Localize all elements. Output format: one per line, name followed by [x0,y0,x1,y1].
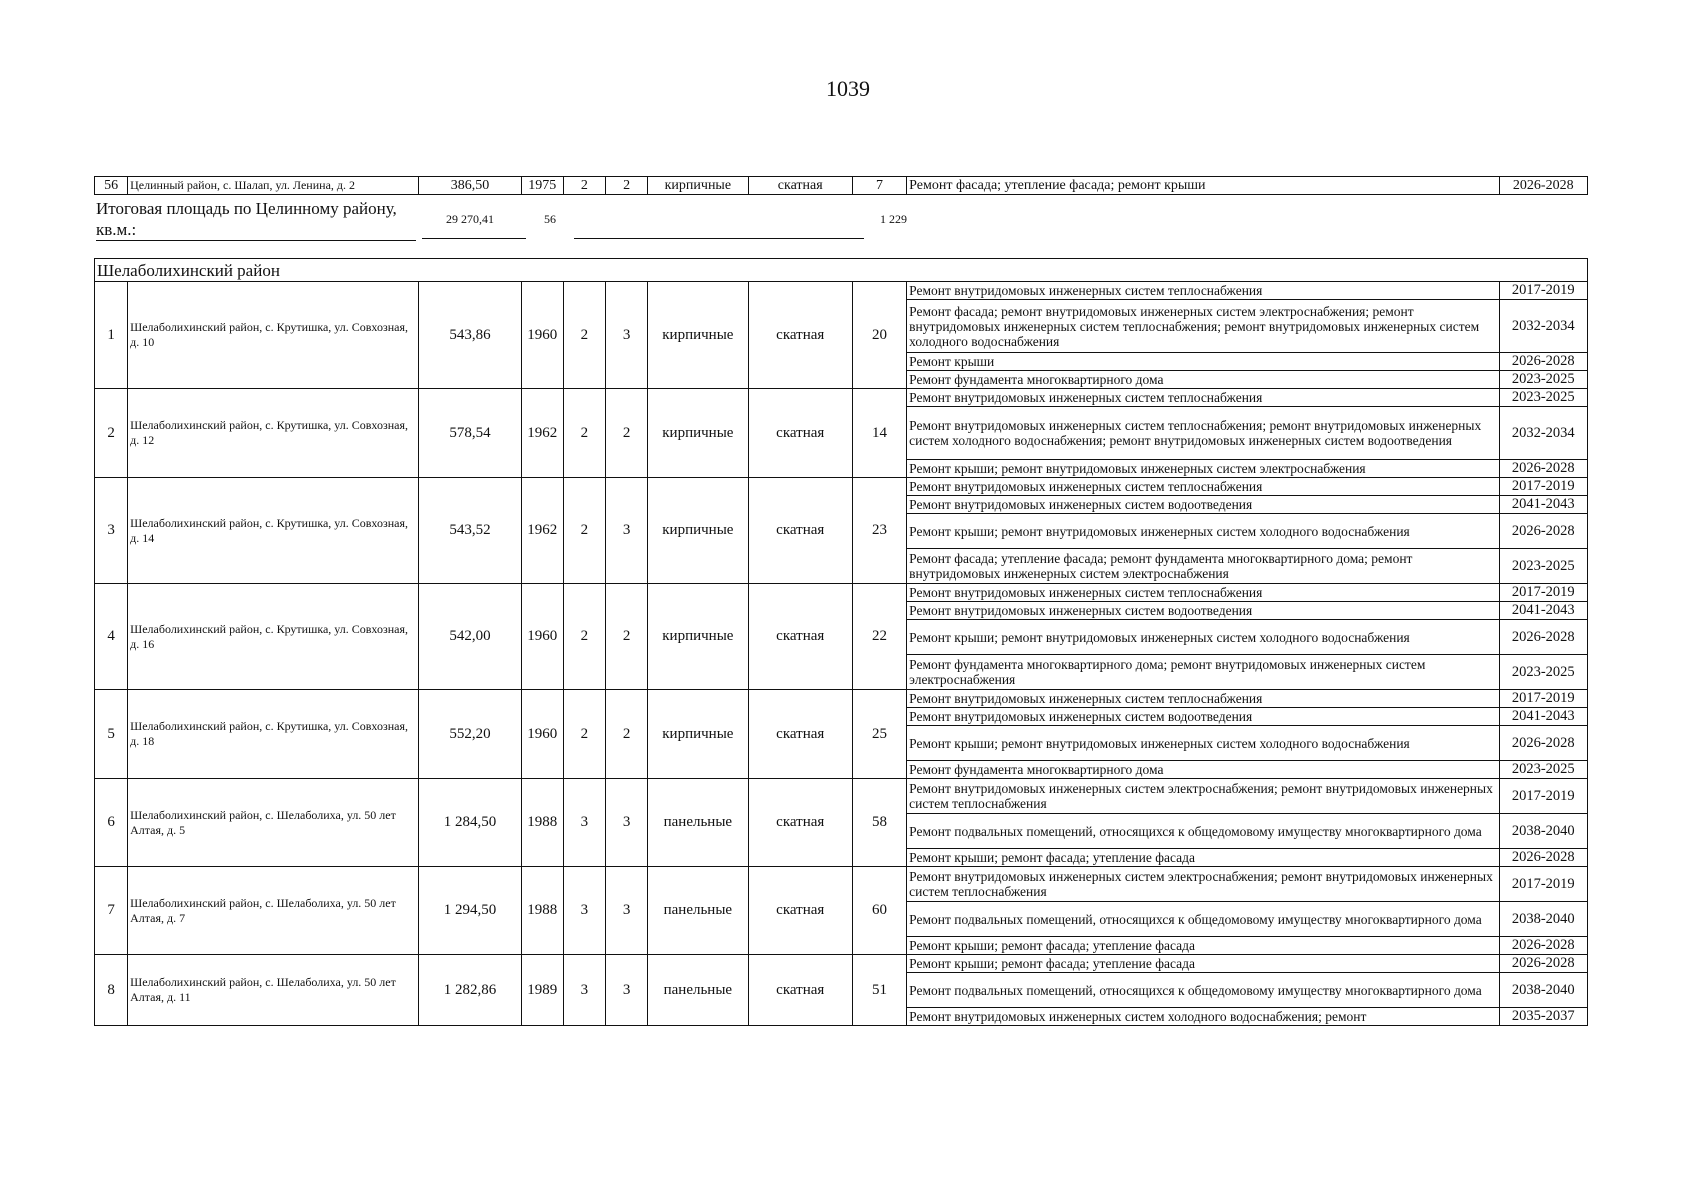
house-area: 1 294,50 [419,867,521,955]
wall-material: кирпичные [648,690,748,779]
district-table [94,258,1588,1026]
entrances: 3 [606,478,648,584]
work-description: Ремонт крыши; ремонт внутридомовых инженерных систем холодного водоснабжения [907,726,1499,761]
house-area: 543,52 [419,478,521,584]
work-description: Ремонт внутридомовых инженерных систем теплоснабжения; ремонт внутридомовых инженерных систем холодного водоснабжения; ремонт внутридомовых инженерных систем водоотведения [907,407,1499,460]
work-description: Ремонт фундамента многоквартирного дома [907,371,1499,389]
roof-type: скатная [748,584,852,690]
entrances: 3 [606,282,648,389]
roof-type: скатная [748,779,852,867]
work-years: 2017-2019 [1499,779,1588,814]
work-description: Ремонт фундамента многоквартирного дома; ремонт внутридомовых инженерных систем электроснабжения [907,655,1499,690]
work-description: Ремонт внутридомовых инженерных систем теплоснабжения [907,690,1499,708]
build-year: 1988 [521,867,563,955]
house-area: 1 284,50 [419,779,521,867]
wall-material: панельные [648,955,748,1026]
roof-type: скатная [748,867,852,955]
work-description: Ремонт подвальных помещений, относящихся к общедомовому имуществу многоквартирного дома [907,814,1499,849]
work-years: 2032-2034 [1499,407,1588,460]
work-years: 2017-2019 [1499,867,1588,902]
work-description: Ремонт внутридомовых инженерных систем теплоснабжения [907,584,1499,602]
house-address: Шелаболихинский район, с. Шелаболиха, ул. 50 лет Алтая, д. 11 [128,955,419,1026]
work-years: 2026-2028 [1499,620,1588,655]
wall-material: панельные [648,779,748,867]
work-years: 2017-2019 [1499,478,1588,496]
page-number: 1039 [826,76,870,101]
row-number: 3 [95,478,128,584]
house-address: Шелаболихинский район, с. Крутишка, ул. Совхозная, д. 14 [128,478,419,584]
work-description: Ремонт крыши; ремонт фасада; утепление фасада [907,849,1499,867]
work-years: 2023-2025 [1499,389,1588,407]
wall-material: панельные [648,867,748,955]
house-area: 543,86 [419,282,521,389]
work-description: Ремонт внутридомовых инженерных систем холодного водоснабжения; ремонт [907,1008,1499,1026]
roof-type: скатная [748,177,852,195]
row-number: 1 [95,282,128,389]
residents: 22 [852,584,906,690]
house-address: Шелаболихинский район, с. Крутишка, ул. Совхозная, д. 12 [128,389,419,478]
work-description: Ремонт фасада; утепление фасада; ремонт крыши [907,177,1499,195]
total-residents: 1 229 [880,212,907,226]
total-area-label: Итоговая площадь по Целинному району, кв.м.: [96,198,416,241]
table-row [95,282,1588,300]
house-address: Шелаболихинский район, с. Крутишка, ул. Совхозная, д. 10 [128,282,419,389]
house-area: 1 282,86 [419,955,521,1026]
total-house-count: 56 [544,212,556,226]
work-description: Ремонт подвальных помещений, относящихся к общедомовому имуществу многоквартирного дома [907,902,1499,937]
wall-material: кирпичные [648,282,748,389]
row-number: 4 [95,584,128,690]
build-year: 1960 [521,282,563,389]
work-years: 2026-2028 [1499,726,1588,761]
table-row [95,177,1588,195]
previous-district-row [94,176,1588,195]
wall-material: кирпичные [648,478,748,584]
wall-material: кирпичные [648,584,748,690]
work-description: Ремонт фасада; ремонт внутридомовых инженерных систем электроснабжения; ремонт внутридомовых инженерных систем теплоснабжения; ремонт внутридомовых инженерных систем холодного водоснабжения [907,300,1499,353]
floors: 2 [563,389,605,478]
roof-type: скатная [748,690,852,779]
row-number: 2 [95,389,128,478]
work-years: 2023-2025 [1499,371,1588,389]
build-year: 1962 [521,389,563,478]
work-description: Ремонт крыши; ремонт внутридомовых инженерных систем электроснабжения [907,460,1499,478]
entrances: 2 [606,690,648,779]
work-years: 2017-2019 [1499,282,1588,300]
residents: 51 [852,955,906,1026]
work-description: Ремонт крыши; ремонт фасада; утепление фасада [907,937,1499,955]
work-years: 2023-2025 [1499,549,1588,584]
entrances: 3 [606,955,648,1026]
build-year: 1975 [521,177,563,195]
work-years: 2035-2037 [1499,1008,1588,1026]
district-title: Шелаболихинский район [95,259,1588,282]
work-years: 2017-2019 [1499,584,1588,602]
row-number: 7 [95,867,128,955]
wall-material: кирпичные [648,177,748,195]
work-description: Ремонт крыши; ремонт внутридомовых инженерных систем холодного водоснабжения [907,620,1499,655]
work-description: Ремонт подвальных помещений, относящихся к общедомовому имуществу многоквартирного дома [907,973,1499,1008]
house-area: 542,00 [419,584,521,690]
house-area: 386,50 [419,177,521,195]
district-header-row [95,259,1588,282]
work-years: 2023-2025 [1499,655,1588,690]
build-year: 1962 [521,478,563,584]
work-years: 2023-2025 [1499,761,1588,779]
build-year: 1960 [521,584,563,690]
residents: 14 [852,389,906,478]
entrances: 3 [606,779,648,867]
floors: 2 [563,584,605,690]
floors: 3 [563,779,605,867]
work-years: 2038-2040 [1499,902,1588,937]
roof-type: скатная [748,955,852,1026]
house-area: 552,20 [419,690,521,779]
residents: 20 [852,282,906,389]
work-years: 2026-2028 [1499,937,1588,955]
work-years: 2026-2028 [1499,514,1588,549]
work-description: Ремонт фасада; утепление фасада; ремонт фундамента многоквартирного дома; ремонт внутридомовых инженерных систем электроснабжения [907,549,1499,584]
table-row [95,955,1588,973]
floors: 3 [563,867,605,955]
house-address: Шелаболихинский район, с. Шелаболиха, ул. 50 лет Алтая, д. 5 [128,779,419,867]
house-address: Целинный район, с. Шалап, ул. Ленина, д. 2 [128,177,419,195]
house-area: 578,54 [419,389,521,478]
build-year: 1989 [521,955,563,1026]
work-description: Ремонт крыши [907,353,1499,371]
work-description: Ремонт внутридомовых инженерных систем теплоснабжения [907,389,1499,407]
work-description: Ремонт внутридомовых инженерных систем электроснабжения; ремонт внутридомовых инженерных систем теплоснабжения [907,867,1499,902]
work-description: Ремонт крыши; ремонт внутридомовых инженерных систем холодного водоснабжения [907,514,1499,549]
table-row [95,584,1588,602]
work-years: 2026-2028 [1499,460,1588,478]
floors: 3 [563,955,605,1026]
roof-type: скатная [748,478,852,584]
work-years: 2026-2028 [1499,955,1588,973]
work-years: 2017-2019 [1499,690,1588,708]
work-years: 2038-2040 [1499,973,1588,1008]
work-years: 2038-2040 [1499,814,1588,849]
table-row [95,389,1588,407]
floors: 2 [563,478,605,584]
roof-type: скатная [748,389,852,478]
work-description: Ремонт внутридомовых инженерных систем водоотведения [907,496,1499,514]
work-years: 2026-2028 [1499,177,1587,195]
work-description: Ремонт внутридомовых инженерных систем электроснабжения; ремонт внутридомовых инженерных систем теплоснабжения [907,779,1499,814]
work-description: Ремонт внутридомовых инженерных систем теплоснабжения [907,282,1499,300]
work-description: Ремонт фундамента многоквартирного дома [907,761,1499,779]
entrances: 2 [606,584,648,690]
table-row [95,478,1588,496]
table-row [95,690,1588,708]
total-area-value: 29 270,41 [446,212,494,226]
residents: 58 [852,779,906,867]
work-years: 2041-2043 [1499,602,1588,620]
roof-type: скатная [748,282,852,389]
house-address: Шелаболихинский район, с. Крутишка, ул. Совхозная, д. 16 [128,584,419,690]
entrances: 2 [606,389,648,478]
floors: 2 [563,177,605,195]
residents: 60 [852,867,906,955]
work-description: Ремонт внутридомовых инженерных систем теплоснабжения [907,478,1499,496]
floors: 2 [563,690,605,779]
row-number: 56 [95,177,128,195]
residents: 23 [852,478,906,584]
house-address: Шелаболихинский район, с. Крутишка, ул. Совхозная, д. 18 [128,690,419,779]
work-years: 2041-2043 [1499,496,1588,514]
work-years: 2026-2028 [1499,353,1588,371]
table-row [95,779,1588,814]
row-number: 8 [95,955,128,1026]
floors: 2 [563,282,605,389]
work-description: Ремонт крыши; ремонт фасада; утепление фасада [907,955,1499,973]
row-number: 6 [95,779,128,867]
entrances: 2 [606,177,648,195]
residents: 25 [852,690,906,779]
work-years: 2041-2043 [1499,708,1588,726]
table-row [95,867,1588,902]
house-address: Шелаболихинский район, с. Шелаболиха, ул. 50 лет Алтая, д. 7 [128,867,419,955]
total-underline [574,238,864,239]
work-years: 2032-2034 [1499,300,1588,353]
wall-material: кирпичные [648,389,748,478]
work-description: Ремонт внутридомовых инженерных систем водоотведения [907,708,1499,726]
work-years: 2026-2028 [1499,849,1588,867]
residents: 7 [852,177,906,195]
work-description: Ремонт внутридомовых инженерных систем водоотведения [907,602,1499,620]
total-underline [422,238,526,239]
build-year: 1960 [521,690,563,779]
build-year: 1988 [521,779,563,867]
entrances: 3 [606,867,648,955]
row-number: 5 [95,690,128,779]
